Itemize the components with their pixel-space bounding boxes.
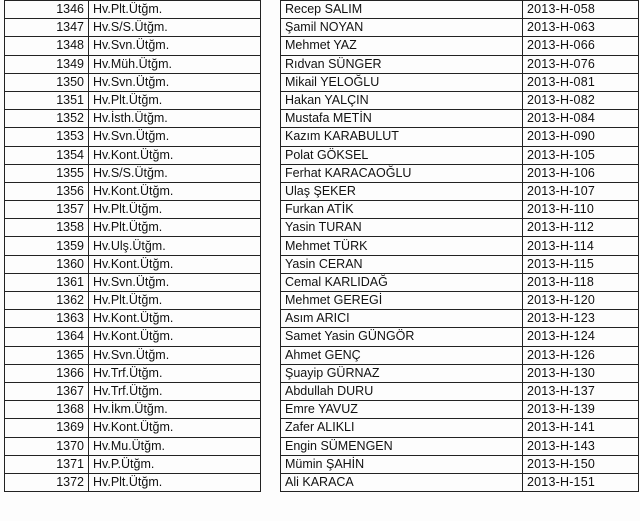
table-row	[5, 164, 639, 182]
column-gap	[261, 310, 281, 328]
column-gap	[261, 1, 281, 19]
rank-cell: Hv.Plt.Ütğm.	[89, 473, 261, 491]
rank-cell: Hv.Svn.Ütğm.	[89, 128, 261, 146]
column-gap	[261, 201, 281, 219]
full-name-cell: Recep SALIM	[281, 1, 523, 19]
full-name-cell: Samet Yasin GÜNGÖR	[281, 328, 523, 346]
column-gap	[261, 37, 281, 55]
table-row	[5, 437, 639, 455]
registry-code-cell: 2013-H-110	[523, 201, 639, 219]
sequence-number-cell: 1359	[5, 237, 89, 255]
column-gap	[261, 437, 281, 455]
rank-cell: Hv.Plt.Ütğm.	[89, 201, 261, 219]
registry-code-cell: 2013-H-105	[523, 146, 639, 164]
sequence-number-cell: 1372	[5, 473, 89, 491]
sequence-number-cell: 1363	[5, 310, 89, 328]
sequence-number-cell: 1349	[5, 55, 89, 73]
full-name-cell: Yasin CERAN	[281, 255, 523, 273]
full-name-cell: Engin SÜMENGEN	[281, 437, 523, 455]
rank-cell: Hv.Svn.Ütğm.	[89, 273, 261, 291]
sequence-number-cell: 1350	[5, 73, 89, 91]
column-gap	[261, 473, 281, 491]
table-row	[5, 382, 639, 400]
rank-cell: Hv.Mu.Ütğm.	[89, 437, 261, 455]
personnel-table-body	[5, 1, 639, 492]
sequence-number-cell: 1365	[5, 346, 89, 364]
rank-cell: Hv.Svn.Ütğm.	[89, 346, 261, 364]
sequence-number-cell: 1361	[5, 273, 89, 291]
registry-code-cell: 2013-H-090	[523, 128, 639, 146]
rank-cell: Hv.S/S.Ütğm.	[89, 164, 261, 182]
column-gap	[261, 328, 281, 346]
rank-cell: Hv.Svn.Ütğm.	[89, 73, 261, 91]
column-gap	[261, 73, 281, 91]
sequence-number-cell: 1362	[5, 292, 89, 310]
column-gap	[261, 219, 281, 237]
sequence-number-cell: 1347	[5, 19, 89, 37]
table-row	[5, 91, 639, 109]
full-name-cell: Asım ARICI	[281, 310, 523, 328]
registry-code-cell: 2013-H-081	[523, 73, 639, 91]
table-row	[5, 110, 639, 128]
sequence-number-cell: 1352	[5, 110, 89, 128]
column-gap	[261, 164, 281, 182]
registry-code-cell: 2013-H-123	[523, 310, 639, 328]
column-gap	[261, 419, 281, 437]
sequence-number-cell: 1353	[5, 128, 89, 146]
table-row	[5, 328, 639, 346]
column-gap	[261, 146, 281, 164]
full-name-cell: Abdullah DURU	[281, 382, 523, 400]
table-row	[5, 255, 639, 273]
sequence-number-cell: 1371	[5, 455, 89, 473]
column-gap	[261, 110, 281, 128]
table-row	[5, 473, 639, 491]
rank-cell: Hv.Kont.Ütğm.	[89, 310, 261, 328]
sequence-number-cell: 1369	[5, 419, 89, 437]
table-row	[5, 419, 639, 437]
table-row	[5, 237, 639, 255]
table-row	[5, 273, 639, 291]
personnel-table	[4, 0, 639, 492]
full-name-cell: Ali KARACA	[281, 473, 523, 491]
table-row	[5, 219, 639, 237]
rank-cell: Hv.Plt.Ütğm.	[89, 1, 261, 19]
full-name-cell: Mikail YELOĞLU	[281, 73, 523, 91]
full-name-cell: Mehmet YAZ	[281, 37, 523, 55]
full-name-cell: Mehmet TÜRK	[281, 237, 523, 255]
sequence-number-cell: 1366	[5, 364, 89, 382]
table-row	[5, 201, 639, 219]
registry-code-cell: 2013-H-143	[523, 437, 639, 455]
column-gap	[261, 182, 281, 200]
registry-code-cell: 2013-H-082	[523, 91, 639, 109]
registry-code-cell: 2013-H-066	[523, 37, 639, 55]
column-gap	[261, 382, 281, 400]
sequence-number-cell: 1358	[5, 219, 89, 237]
rank-cell: Hv.Kont.Ütğm.	[89, 255, 261, 273]
rank-cell: Hv.Plt.Ütğm.	[89, 91, 261, 109]
table-row	[5, 73, 639, 91]
column-gap	[261, 455, 281, 473]
rank-cell: Hv.İsth.Ütğm.	[89, 110, 261, 128]
sequence-number-cell: 1367	[5, 382, 89, 400]
rank-cell: Hv.Kont.Ütğm.	[89, 328, 261, 346]
rank-cell: Hv.S/S.Ütğm.	[89, 19, 261, 37]
column-gap	[261, 91, 281, 109]
full-name-cell: Furkan ATİK	[281, 201, 523, 219]
registry-code-cell: 2013-H-118	[523, 273, 639, 291]
registry-code-cell: 2013-H-058	[523, 1, 639, 19]
rank-cell: Hv.İkm.Ütğm.	[89, 401, 261, 419]
column-gap	[261, 273, 281, 291]
full-name-cell: Ahmet GENÇ	[281, 346, 523, 364]
registry-code-cell: 2013-H-076	[523, 55, 639, 73]
sequence-number-cell: 1357	[5, 201, 89, 219]
registry-code-cell: 2013-H-120	[523, 292, 639, 310]
sequence-number-cell: 1356	[5, 182, 89, 200]
full-name-cell: Ferhat KARACAOĞLU	[281, 164, 523, 182]
full-name-cell: Şamil NOYAN	[281, 19, 523, 37]
registry-code-cell: 2013-H-124	[523, 328, 639, 346]
column-gap	[261, 364, 281, 382]
table-row	[5, 182, 639, 200]
sequence-number-cell: 1364	[5, 328, 89, 346]
sequence-number-cell: 1348	[5, 37, 89, 55]
sequence-number-cell: 1351	[5, 91, 89, 109]
table-row	[5, 310, 639, 328]
full-name-cell: Şuayip GÜRNAZ	[281, 364, 523, 382]
table-row	[5, 37, 639, 55]
table-row	[5, 19, 639, 37]
table-row	[5, 55, 639, 73]
table-row	[5, 346, 639, 364]
full-name-cell: Hakan YALÇIN	[281, 91, 523, 109]
registry-code-cell: 2013-H-115	[523, 255, 639, 273]
full-name-cell: Zafer ALIKLI	[281, 419, 523, 437]
column-gap	[261, 19, 281, 37]
registry-code-cell: 2013-H-151	[523, 473, 639, 491]
table-row	[5, 292, 639, 310]
registry-code-cell: 2013-H-114	[523, 237, 639, 255]
rank-cell: Hv.Kont.Ütğm.	[89, 182, 261, 200]
table-row	[5, 146, 639, 164]
sequence-number-cell: 1346	[5, 1, 89, 19]
registry-code-cell: 2013-H-130	[523, 364, 639, 382]
column-gap	[261, 128, 281, 146]
rank-cell: Hv.Plt.Ütğm.	[89, 219, 261, 237]
table-row	[5, 128, 639, 146]
rank-cell: Hv.Trf.Ütğm.	[89, 364, 261, 382]
column-gap	[261, 237, 281, 255]
column-gap	[261, 401, 281, 419]
sequence-number-cell: 1354	[5, 146, 89, 164]
rank-cell: Hv.Kont.Ütğm.	[89, 419, 261, 437]
rank-cell: Hv.Trf.Ütğm.	[89, 382, 261, 400]
registry-code-cell: 2013-H-107	[523, 182, 639, 200]
rank-cell: Hv.Ulş.Ütğm.	[89, 237, 261, 255]
registry-code-cell: 2013-H-150	[523, 455, 639, 473]
registry-code-cell: 2013-H-106	[523, 164, 639, 182]
table-row	[5, 364, 639, 382]
registry-code-cell: 2013-H-112	[523, 219, 639, 237]
full-name-cell: Ulaş ŞEKER	[281, 182, 523, 200]
full-name-cell: Rıdvan SÜNGER	[281, 55, 523, 73]
sequence-number-cell: 1368	[5, 401, 89, 419]
full-name-cell: Cemal KARLIDAĞ	[281, 273, 523, 291]
registry-code-cell: 2013-H-139	[523, 401, 639, 419]
table-row	[5, 1, 639, 19]
full-name-cell: Emre YAVUZ	[281, 401, 523, 419]
column-gap	[261, 255, 281, 273]
table-row	[5, 455, 639, 473]
table-row	[5, 401, 639, 419]
registry-code-cell: 2013-H-063	[523, 19, 639, 37]
column-gap	[261, 292, 281, 310]
column-gap	[261, 55, 281, 73]
registry-code-cell: 2013-H-084	[523, 110, 639, 128]
rank-cell: Hv.Kont.Ütğm.	[89, 146, 261, 164]
rank-cell: Hv.Svn.Ütğm.	[89, 37, 261, 55]
registry-code-cell: 2013-H-141	[523, 419, 639, 437]
rank-cell: Hv.Plt.Ütğm.	[89, 292, 261, 310]
full-name-cell: Kazım KARABULUT	[281, 128, 523, 146]
sequence-number-cell: 1360	[5, 255, 89, 273]
full-name-cell: Mümin ŞAHİN	[281, 455, 523, 473]
registry-code-cell: 2013-H-126	[523, 346, 639, 364]
full-name-cell: Mehmet GEREGİ	[281, 292, 523, 310]
sequence-number-cell: 1355	[5, 164, 89, 182]
registry-code-cell: 2013-H-137	[523, 382, 639, 400]
sequence-number-cell: 1370	[5, 437, 89, 455]
full-name-cell: Mustafa METİN	[281, 110, 523, 128]
full-name-cell: Polat GÖKSEL	[281, 146, 523, 164]
column-gap	[261, 346, 281, 364]
full-name-cell: Yasin TURAN	[281, 219, 523, 237]
rank-cell: Hv.P.Ütğm.	[89, 455, 261, 473]
rank-cell: Hv.Müh.Ütğm.	[89, 55, 261, 73]
